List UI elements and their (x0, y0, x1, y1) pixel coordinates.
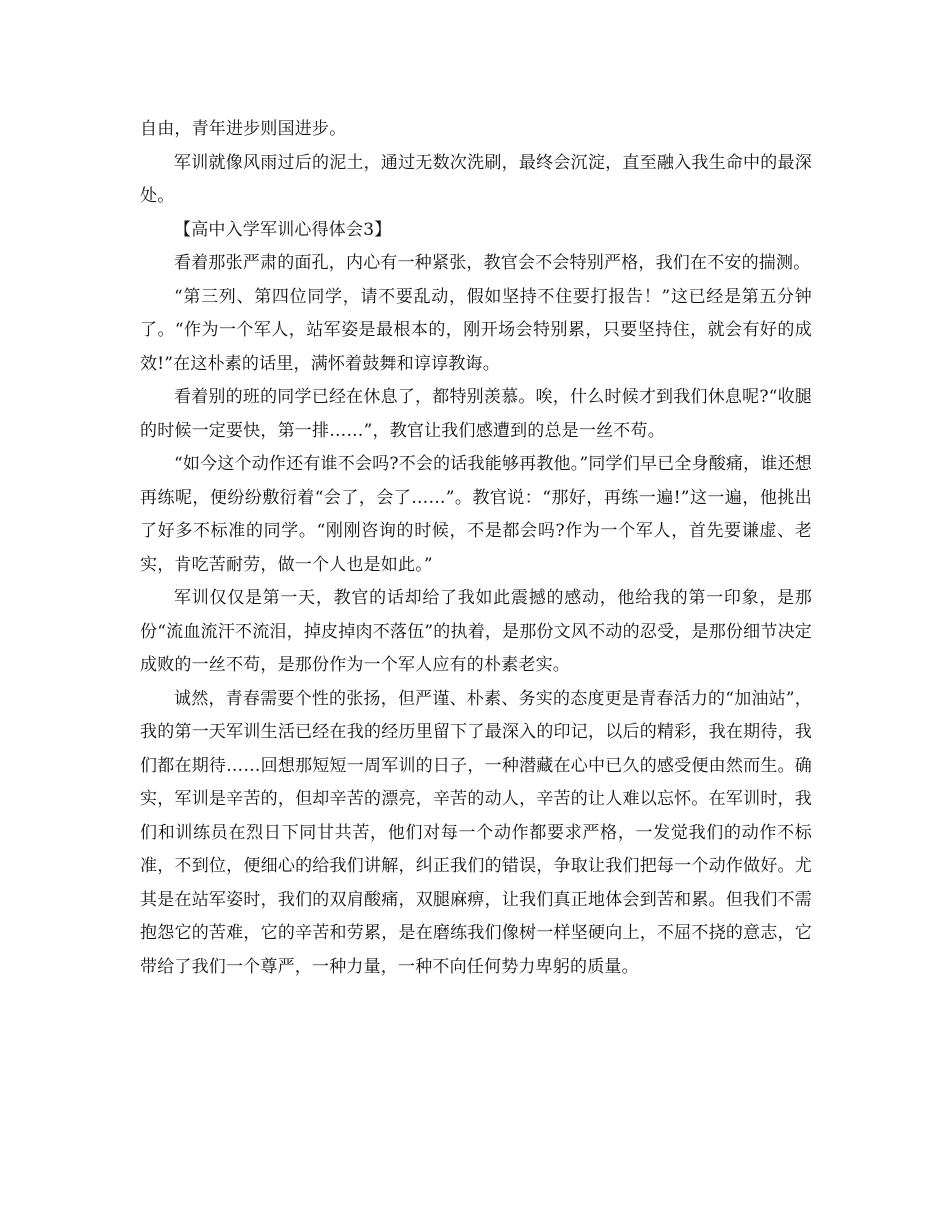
paragraph: 看着那张严肃的面孔，内心有一种紧张，教官会不会特别严格，我们在不安的揣测。 (174, 253, 811, 273)
section-heading: 【高中入学军训心得体会3】 (174, 219, 392, 240)
document-body (140, 113, 812, 984)
paragraph: “第三列、第四位同学，请不要乱动，假如坚持不住要打报告！”这已经是第五分钟了。“作为一个军人，站军姿是最根本的，刚开场会特别累，只要坚持住，就会有好的成效!”在这朴素的话里，满怀着鼓舞和谆谆教诲。 (140, 286, 812, 374)
paragraph-continuation: 自由，青年进步则国进步。 (140, 119, 347, 139)
paragraph: 看着别的班的同学已经在休息了，都特别羡慕。唉，什么时候才到我们休息呢?“收腿的时候一定要快，第一排……”，教官让我们感遭到的总是一丝不苟。 (140, 387, 812, 441)
paragraph: 军训就像风雨过后的泥土，通过无数次洗刷，最终会沉淀，直至融入我生命中的最深处。 (140, 152, 812, 206)
paragraph: 军训仅仅是第一天，教官的话却给了我如此震撼的感动，他给我的第一印象，是那份“流血流汗不流泪，掉皮掉肉不落伍”的执着，是那份文风不动的忍受，是那份细节决定成败的一丝不苟，是那份作为一个军人应有的朴素老实。 (140, 588, 812, 675)
paragraph: “如今这个动作还有谁不会吗?不会的话我能够再教他。”同学们早已全身酸痛，谁还想再练呢，便纷纷敷衍着“会了，会了……”。教官说：“那好，再练一遍!”这一遍，他挑出了好多不标准的同学。“刚刚咨询的时候，不是都会吗?作为一个军人，首先要谦虚、老实，肯吃苦耐劳，做一个人也是如此。” (140, 454, 812, 575)
paragraph: 诚然，青春需要个性的张扬，但严谨、朴素、务实的态度更是青春活力的“加油站”，我的第一天军训生活已经在我的经历里留下了最深入的印记，以后的精彩，我在期待，我们都在期待……回想那短短一周军训的日子，一种潜藏在心中已久的感受便由然而生。确实，军训是辛苦的，但却辛苦的漂亮，辛苦的动人，辛苦的让人难以忘怀。在军训时，我们和训练员在烈日下同甘共苦，他们对每一个动作都要求严格，一发觉我们的动作不标准，不到位，便细心的给我们讲解，纠正我们的错误，争取让我们把每一个动作做好。尤其是在站军姿时，我们的双肩酸痛，双腿麻痹，让我们真正地体会到苦和累。但我们不需抱怨它的苦难，它的辛苦和劳累，是在磨练我们像树一样坚硬向上，不屈不挠的意志，它带给了我们一个尊严，一种力量，一种不向任何势力卑躬的质量。 (140, 688, 812, 977)
